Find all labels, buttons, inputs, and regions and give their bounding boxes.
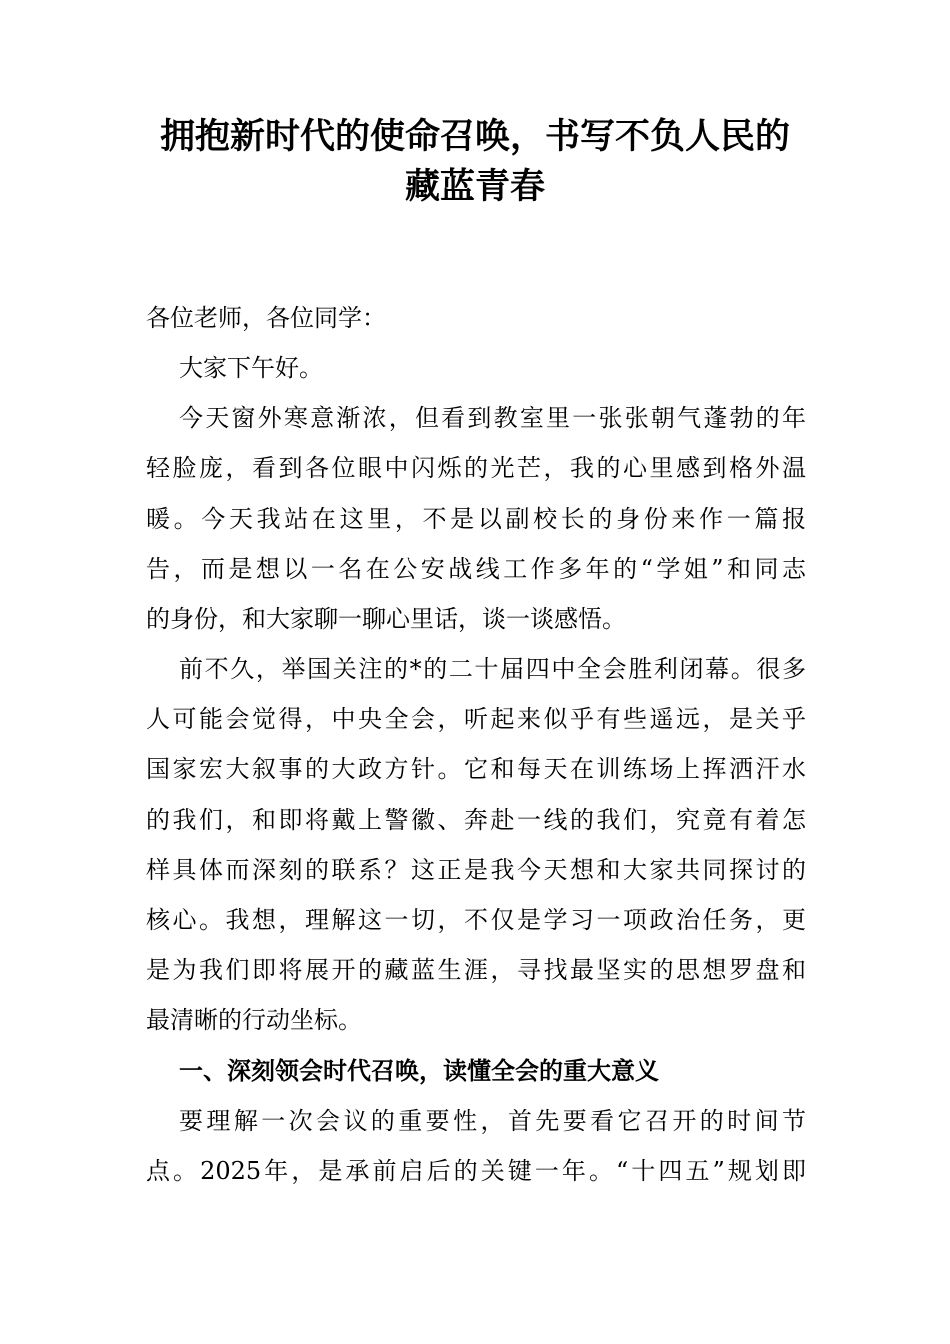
paragraph-line: 点。2025年，是承前启后的关键一年。“十四五”规划即 — [146, 1157, 806, 1185]
paragraph-line: 暖。今天我站在这里，不是以副校长的身份来作一篇报 — [146, 505, 806, 533]
paragraph-line: 今天窗外寒意渐浓，但看到教室里一张张朝气蓬勃的年 — [179, 404, 806, 432]
document-title-line-1: 拥抱新时代的使命召唤，书写不负人民的 — [159, 116, 790, 157]
salutation: 各位老师，各位同学： — [146, 304, 386, 332]
paragraph-line: 的我们，和即将戴上警徽、奔赴一线的我们，究竟有着怎 — [146, 806, 806, 834]
paragraph-line: 人可能会觉得，中央全会，听起来似乎有些遥远，是关乎 — [146, 705, 806, 733]
paragraph-line: 核心。我想，理解这一切，不仅是学习一项政治任务，更 — [146, 906, 806, 934]
paragraph-line: 轻脸庞，看到各位眼中闪烁的光芒，我的心里感到格外温 — [146, 454, 806, 482]
document-title-line-2: 藏蓝青春 — [404, 166, 545, 207]
paragraph-line: 国家宏大叙事的大政方针。它和每天在训练场上挥洒汗水 — [146, 755, 806, 783]
paragraph-line: 最清晰的行动坐标。 — [146, 1006, 362, 1034]
paragraph-line: 前不久，举国关注的*的二十届四中全会胜利闭幕。很多 — [179, 655, 806, 683]
paragraph-line: 告，而是想以一名在公安战线工作多年的“学姐”和同志 — [146, 555, 806, 583]
paragraph-line: 是为我们即将展开的藏蓝生涯，寻找最坚实的思想罗盘和 — [146, 956, 806, 984]
section-heading: 一、深刻领会时代召唤，读懂全会的重大意义 — [179, 1057, 659, 1085]
paragraph-line: 要理解一次会议的重要性，首先要看它召开的时间节 — [179, 1107, 806, 1135]
paragraph-line: 样具体而深刻的联系？这正是我今天想和大家共同探讨的 — [146, 856, 806, 884]
paragraph-line: 的身份，和大家聊一聊心里话，谈一谈感悟。 — [146, 605, 626, 633]
greeting: 大家下午好。 — [179, 354, 323, 382]
